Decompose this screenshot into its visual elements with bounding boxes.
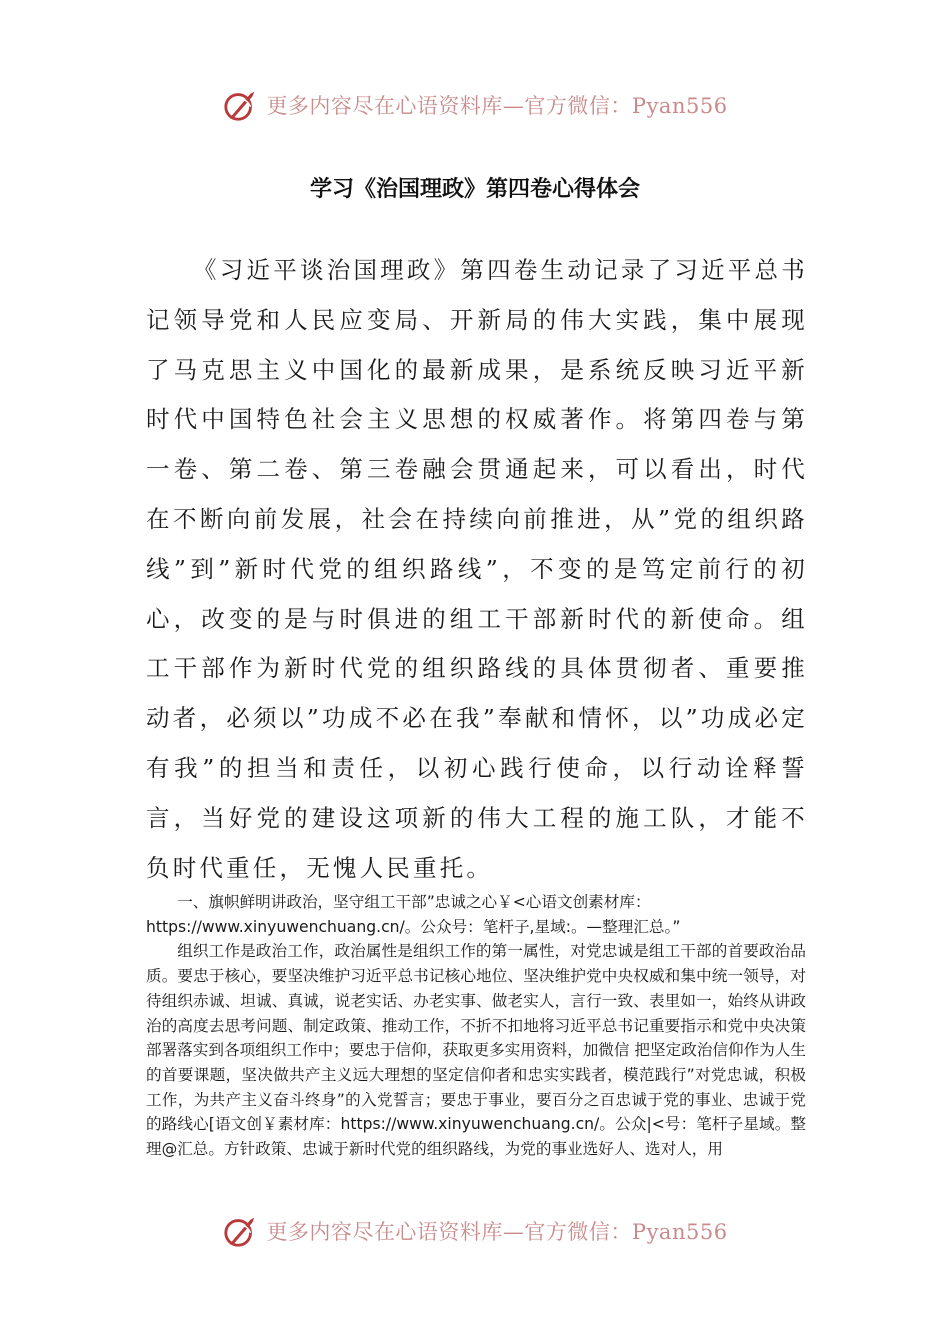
footer-banner-text: 更多内容尽在心语资料库—官方微信：Pyan556 xyxy=(266,1220,728,1244)
section-heading: 一、旗帜鲜明讲政治，坚守组工干部”忠诚之心￥<心语文创素材库：https://www.xinyuwenchuang.cn/。公众号：笔杆子,星域:。—整理汇总。” xyxy=(146,893,681,936)
document-body xyxy=(146,890,806,1162)
section-paragraph: 组织工作是政治工作，政治属性是组织工作的第一属性，对党忠诚是组工干部的首要政治品质。要忠于核心，要坚决维护习近平总书记核心地位、坚决维护党中央权威和集中统一领导，对待组织赤诚、坦诚、真诚，说老实话、办老实事、做老实人，言行一致、表里如一，始终从讲政治的高度去思考问题、制定政策、推动工作，不折不扣地将习近平总书记重要指示和党中央决策部署落实到各项组织工作中；要忠于信仰，获取更多实用资料，加微信 把坚定政治信仰作为人生的首要课题，坚决做共产主义远大理想的坚定信仰者和忠实实践者，模范践行”对党忠诚，积极工作，为共产主义奋斗终身”的入党誓言；要忠于事业，要百分之百忠诚于党的事业、忠诚于党的路线心[语文创￥素材库：https://www.xinyuwenchuang.cn/。公众|<号：笔杆子星域。整理@汇总。方针政策、忠诚于新时代党的组织路线，为党的事业选好人、选对人，用 xyxy=(146,942,806,1159)
intro-paragraph: 《习近平谈治国理政》第四卷生动记录了习近平总书记领导党和人民应变局、开新局的伟大实践，集中展现了马克思主义中国化的最新成果，是系统反映习近平新时代中国特色社会主义思想的权威著作。将第四卷与第一卷、第二卷、第三卷融会贯通起来，可以看出，时代在不断向前发展，社会在持续向前推进，从”党的组织路线”到”新时代党的组织路线”，不变的是笃定前行的初心，改变的是与时俱进的组工干部新时代的新使命。组工干部作为新时代党的组织路线的具体贯彻者、重要推动者，必须以”功成不必在我”奉献和情怀，以”功成必定有我”的担当和责任，以初心践行使命，以行动诠释誓言，当好党的建设这项新的伟大工程的施工队，才能不负时代重任，无愧人民重托。 xyxy=(146,256,808,882)
quill-logo-icon xyxy=(222,1212,260,1250)
footer-banner xyxy=(0,1206,950,1256)
document-title: 学习《治国理政》第四卷心得体会 xyxy=(309,177,640,202)
quill-logo-icon xyxy=(222,86,260,124)
header-banner xyxy=(0,80,950,130)
header-banner-text: 更多内容尽在心语资料库—官方微信：Pyan556 xyxy=(266,94,728,118)
